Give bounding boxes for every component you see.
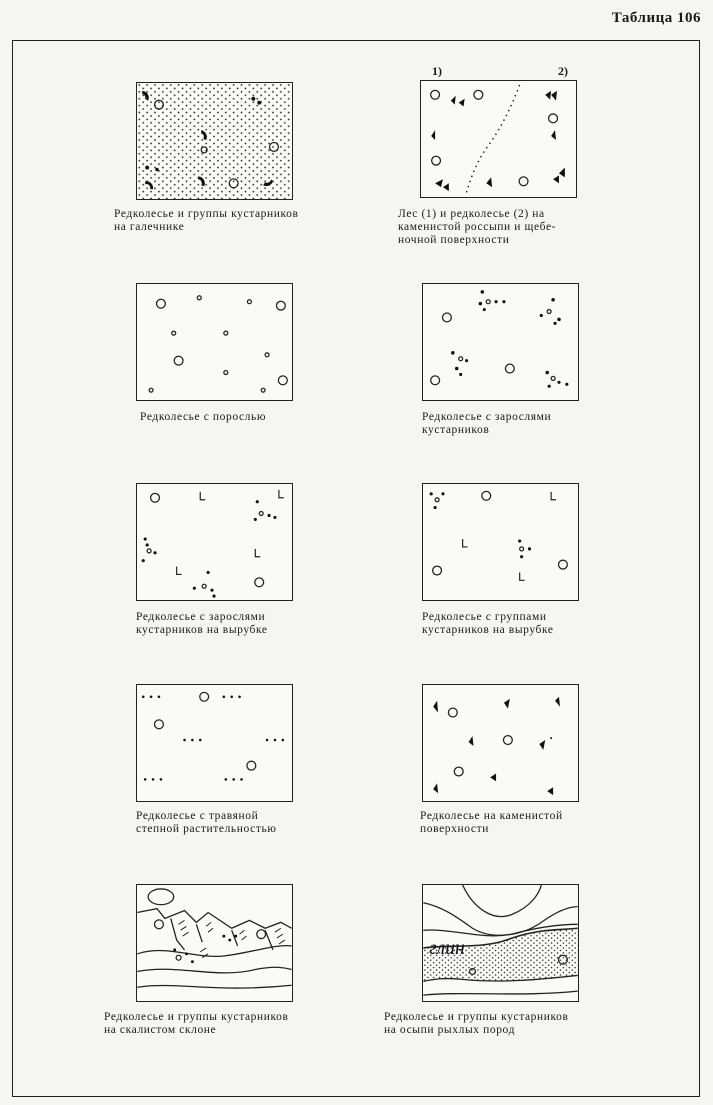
- panel-3-caption: Редколесье с порослью: [140, 411, 267, 423]
- panel-2-symbol-box: [420, 80, 577, 198]
- stony-surface-woodland-symbol: [423, 685, 578, 801]
- table-number-header: Таблица 106: [611, 10, 701, 26]
- panel-9-caption: Редколесье и группы кустарников на скалистом склоне: [104, 1011, 289, 1036]
- panel-1-symbol-box: [136, 82, 293, 200]
- panel-4-symbol-box: [422, 283, 579, 401]
- panel-5-caption: Редколесье с зарослями кустарников на вырубке: [136, 611, 268, 636]
- loose-scree-woodland-symbol: [423, 885, 578, 1001]
- inscription-clay: глин: [429, 936, 465, 959]
- panel-9-symbol-box: [136, 884, 293, 1002]
- panel-6-symbol-box: [422, 483, 579, 601]
- panel-2-label-forest: 1): [432, 64, 442, 78]
- panel-2-caption: Лес (1) и редколесье (2) на каменистой россыпи и щебе- ночной поверхности: [398, 208, 557, 246]
- panel-7-symbol-box: [136, 684, 293, 802]
- panel-10-caption: Редколесье и группы кустарников на осыпи рыхлых пород: [384, 1011, 569, 1036]
- panel-4-caption: Редколесье с зарослями кустарников: [422, 411, 552, 436]
- panel-2-label-woodland: 2): [558, 64, 568, 78]
- panel-5-symbol-box: [136, 483, 293, 601]
- panel-10-symbol-box: [422, 884, 579, 1002]
- forest-and-woodland-symbol: [421, 81, 576, 197]
- thickets-on-clearing-symbol: [137, 484, 292, 600]
- panel-3-symbol-box: [136, 283, 293, 401]
- woodland-with-thickets-symbol: [423, 284, 578, 400]
- panel-1-caption: Редколесье и группы кустарников на галечнике: [114, 208, 299, 233]
- rocky-slope-woodland-symbol: [137, 885, 292, 1001]
- pebble-woodland-symbol: [137, 83, 292, 199]
- panel-8-symbol-box: [422, 684, 579, 802]
- steppe-grass-woodland-symbol: [137, 685, 292, 801]
- woodland-with-undergrowth-symbol: [137, 284, 292, 400]
- panel-8-caption: Редколесье на каменистой поверхности: [420, 810, 563, 835]
- shrub-groups-on-clearing-symbol: [423, 484, 578, 600]
- panel-7-caption: Редколесье с травяной степной растительностью: [136, 810, 277, 835]
- panel-6-caption: Редколесье с группами кустарников на вырубке: [422, 611, 554, 636]
- page-frame: [12, 40, 700, 1097]
